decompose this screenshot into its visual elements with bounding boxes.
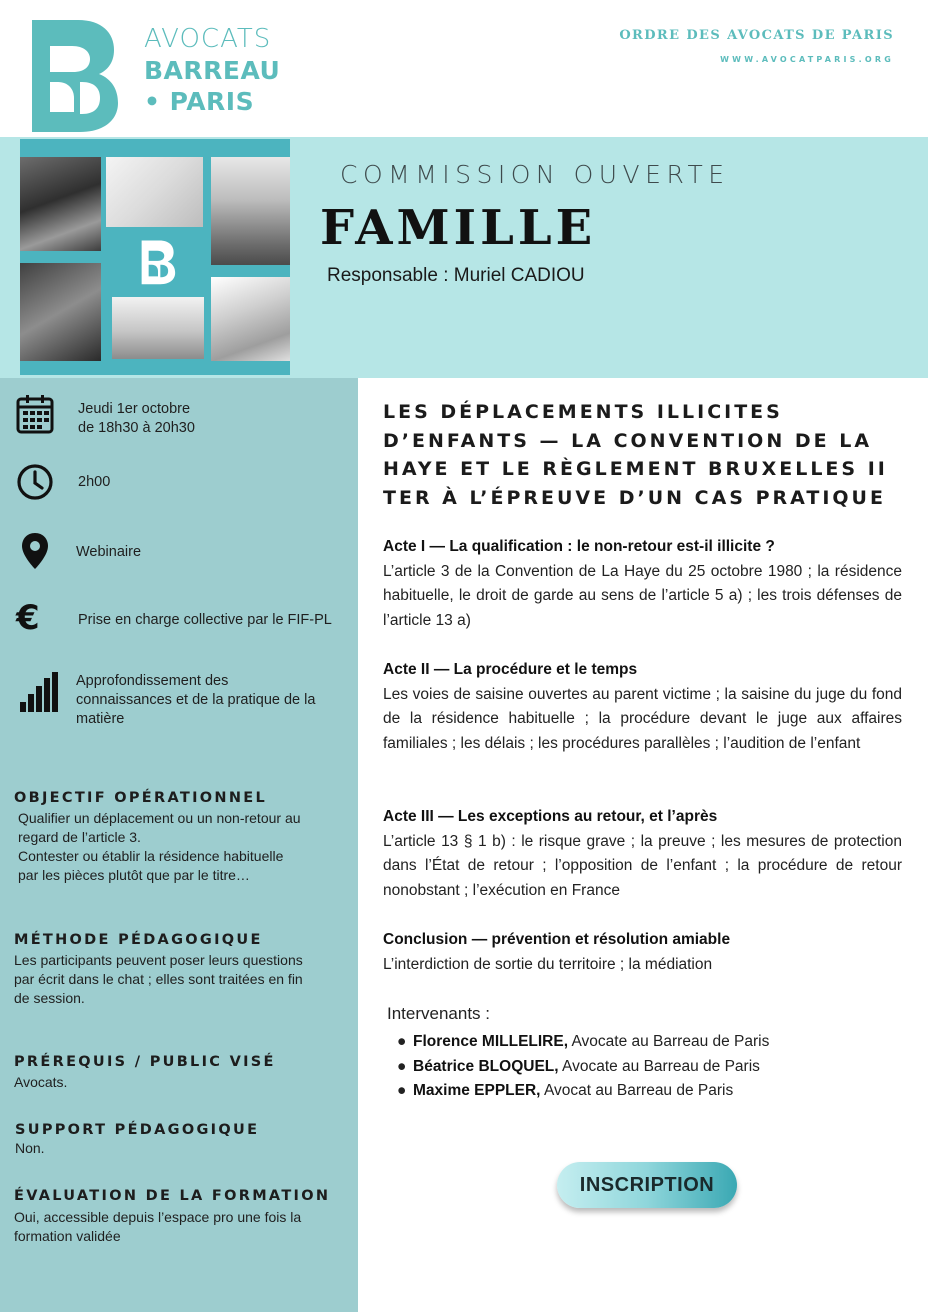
logo-line-barreau: BARREAU — [144, 56, 281, 85]
calendar-icon — [16, 394, 54, 434]
methode-line: par écrit dans le chat ; elles sont traitées en fin — [14, 971, 303, 987]
family-photo — [20, 157, 101, 251]
objectif-body — [18, 809, 348, 885]
methode-body — [14, 951, 344, 1008]
support-line: Non. — [15, 1140, 45, 1156]
intervenant-name: Florence MILLELIRE, — [413, 1033, 569, 1050]
act-title: Acte III — Les exceptions au retour, et l’après — [383, 808, 718, 825]
act-1 — [383, 535, 902, 633]
page-header — [0, 0, 928, 137]
euro-icon: € — [16, 598, 40, 638]
duration-text: 2h00 — [78, 474, 111, 490]
inscription-button[interactable]: INSCRIPTION — [557, 1162, 737, 1208]
act-2 — [383, 658, 902, 756]
location-pin-icon — [16, 531, 54, 571]
funding-text: Prise en charge collective par le FIF-PL — [78, 612, 332, 628]
bullet-icon: ● — [397, 1082, 407, 1099]
ordre-block — [619, 28, 894, 64]
intervenant-role: Avocate au Barreau de Paris — [558, 1057, 760, 1075]
conclusion — [383, 928, 902, 977]
bullet-icon: ● — [397, 1033, 407, 1050]
mother-child-photo — [211, 277, 290, 361]
support-body — [15, 1139, 345, 1158]
sidebar — [0, 378, 358, 1312]
act-body: L’interdiction de sortie du territoire ; la médiation — [383, 955, 713, 973]
evaluation-title: ÉVALUATION DE LA FORMATION — [14, 1188, 331, 1204]
intervenant-role: Avocat au Barreau de Paris — [540, 1082, 734, 1099]
objectif-line: Contester ou établir la résidence habituelle — [18, 848, 284, 864]
banner-kicker: COMMISSION OUVERTE — [340, 160, 730, 189]
time-range-text: de 18h30 à 20h30 — [78, 420, 195, 436]
photo-collage — [20, 139, 290, 375]
act-title: Conclusion — prévention et résolution amiable — [383, 931, 731, 948]
methode-line: Les participants peuvent poser leurs questions — [14, 952, 303, 968]
act-title: Acte I — La qualification : le non-retour est-il illicite ? — [383, 538, 775, 555]
logo-line-paris: • PARIS — [144, 87, 255, 116]
support-title: SUPPORT PÉDAGOGIQUE — [15, 1122, 260, 1138]
date-text: Jeudi 1er octobre — [78, 401, 191, 417]
hero-banner — [0, 137, 928, 378]
level-text-line2: connaissances et de la pratique de la — [76, 692, 316, 708]
act-title: Acte II — La procédure et le temps — [383, 661, 638, 678]
act-body: L’article 3 de la Convention de La Haye du 25 octobre 1980 ; la résidence habituelle, le droit de garde au sens de l’article 5 a) ; les trois défenses de l’article 13 a) — [383, 562, 902, 629]
methode-line: de session. — [14, 990, 85, 1006]
ornament-photo — [106, 157, 203, 227]
intervenant-role: Avocate au Barreau de Paris — [568, 1033, 770, 1050]
city-skyline-photo — [211, 157, 290, 265]
ordre-website-link[interactable]: WWW.AVOCATPARIS.ORG — [720, 55, 894, 64]
prerequis-body — [14, 1073, 344, 1092]
intervenant-item — [395, 1079, 769, 1104]
intervenant-name: Maxime EPPLER, — [413, 1082, 541, 1099]
methode-title: MÉTHODE PÉDAGOGIQUE — [14, 932, 263, 948]
act-3 — [383, 805, 902, 903]
prerequis-title: PRÉREQUIS / PUBLIC VISÉ — [14, 1054, 276, 1070]
banner-responsable: Responsable : Muriel CADIOU — [327, 265, 585, 286]
evaluation-line: Oui, accessible depuis l’espace pro une fois la — [14, 1209, 302, 1225]
prerequis-line: Avocats. — [14, 1074, 68, 1090]
intervenant-name: Béatrice BLOQUEL, — [413, 1057, 559, 1075]
banner-title: FAMILLE — [320, 200, 597, 256]
main-title: LES DÉPLACEMENTS ILLICITES D’ENFANTS — LA CONVENTION DE LA HAYE ET LE RÈGLEMENT BRUXELLES II TER À L’ÉPREUVE D’UN CAS PRATIQUE — [383, 401, 888, 509]
act-body: L’article 13 § 1 b) : le risque grave ; la preuve ; les mesures de protection dans l’État de retour ; l’opposition de l’enfant ; la procédure de retour nonobstant ; l’exécution en France — [383, 832, 902, 899]
objectif-line: par les pièces plutôt que par le titre… — [18, 867, 250, 883]
act-body: Les voies de saisine ouvertes au parent victime ; la saisine du juge du fond de la résidence habituelle ; la procédure devant le juge aux affaires familiales ; les délais ; les procédures parallèles ; l’audition de l’enfant — [383, 685, 902, 752]
location-text: Webinaire — [76, 544, 142, 560]
intervenants-label: Intervenants : — [387, 1004, 491, 1023]
objectif-title: OBJECTIF OPÉRATIONNEL — [14, 790, 268, 806]
level-bars-icon — [20, 672, 58, 712]
level-text-line3: matière — [76, 711, 125, 727]
intervenant-item — [395, 1030, 769, 1055]
intervenants-list — [395, 1030, 769, 1104]
couple-photo — [20, 263, 101, 361]
intervenant-item — [395, 1055, 769, 1080]
objectif-line: regard de l’article 3. — [18, 829, 141, 845]
evaluation-body — [14, 1208, 344, 1246]
clock-icon — [16, 462, 54, 502]
logo-line-avocats: AVOCATS — [144, 24, 272, 54]
ordre-title: ORDRE DES AVOCATS DE PARIS — [619, 28, 894, 43]
staircase-photo — [112, 297, 204, 359]
evaluation-line: formation validée — [14, 1228, 121, 1244]
logo-wordmark — [144, 26, 280, 114]
barreau-logo-icon — [28, 16, 120, 134]
objectif-line: Qualifier un déplacement ou un non-retour au — [18, 810, 301, 826]
collage-logo-icon — [140, 239, 176, 285]
level-text-line1: Approfondissement des — [76, 673, 229, 689]
bullet-icon: ● — [397, 1057, 407, 1075]
